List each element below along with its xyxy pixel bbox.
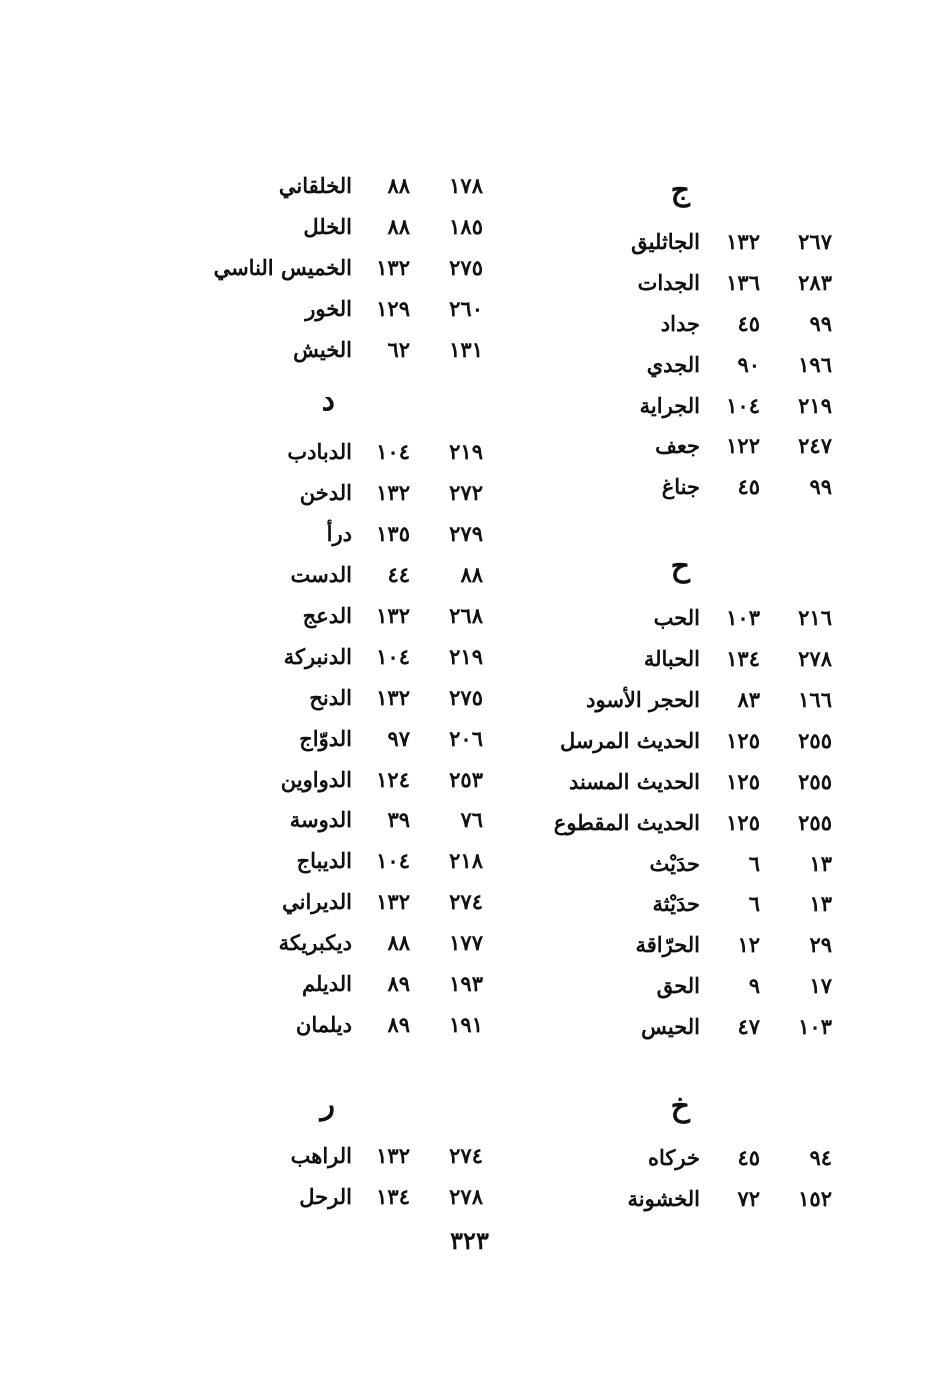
index-entry — [553, 803, 860, 844]
entry-term: جداد — [660, 310, 700, 336]
index-entry — [225, 923, 505, 964]
entry-number: ٢٧٤ — [449, 1142, 483, 1168]
entry-number: ١٠٤ — [376, 848, 410, 874]
index-entry — [225, 678, 505, 719]
entry-term: الحجر الأسود — [586, 687, 700, 713]
entry-number: ١٢٥ — [726, 768, 760, 794]
entry-number: ٦ — [748, 891, 760, 917]
entry-number: ١٢٥ — [726, 727, 760, 753]
entry-number: ١٣٢ — [376, 1142, 410, 1168]
entry-term: الخور — [305, 295, 352, 321]
entry-term: الجاثليق — [631, 229, 700, 254]
entry-number: ٢١٦ — [798, 605, 832, 631]
entry-number: ١٠٤ — [726, 392, 760, 418]
entry-number: ١٢٥ — [726, 809, 760, 835]
entry-number: ١٣٤ — [376, 1183, 410, 1209]
index-entry — [225, 432, 505, 473]
entry-number: ٢٠٦ — [449, 725, 483, 751]
entry-number: ٧٢ — [737, 1185, 760, 1211]
entry-number: ٨٨ — [460, 562, 483, 588]
entry-term: الحديث المسند — [568, 768, 700, 794]
index-entry — [225, 1177, 505, 1218]
entry-term: الخشونة — [627, 1185, 700, 1211]
index-entry — [560, 762, 860, 803]
entry-number: ١٢ — [737, 932, 760, 958]
entry-number: ٢٧٨ — [798, 646, 832, 672]
entry-term: الدست — [290, 562, 352, 588]
entry-number: ١٢٤ — [376, 766, 410, 792]
entry-number: ٩٤ — [809, 1145, 832, 1171]
entry-number: ١٥٢ — [798, 1185, 832, 1211]
section-letter-kha: خ — [670, 1089, 690, 1125]
entry-term: ديكبريكة — [278, 930, 352, 956]
entry-number: ٢٧٤ — [449, 889, 483, 915]
entry-term: الدنح — [309, 684, 352, 710]
section-gap — [225, 1046, 505, 1074]
entry-number: ٢٥٥ — [798, 809, 832, 835]
entry-number: ٩٧ — [387, 725, 410, 751]
entry-term: الديراني — [282, 889, 352, 915]
index-entry — [560, 1179, 860, 1220]
index-entry — [560, 598, 860, 639]
entry-number: ١٠٤ — [376, 439, 410, 465]
entry-term: الحديث المرسل — [559, 727, 700, 753]
section-letter-ha: ح — [670, 549, 690, 585]
index-entry — [560, 721, 860, 762]
entry-term: الخميس الناسي — [213, 254, 352, 280]
entry-number: ٧٦ — [460, 807, 483, 833]
entry-term: الدوّاج — [299, 725, 352, 751]
entry-number: ٩٠ — [737, 351, 760, 377]
entry-term: الخيش — [293, 336, 352, 362]
entry-term: الدوسة — [289, 807, 352, 833]
entry-number: ٤٥ — [737, 474, 760, 500]
entry-number: ١٣٢ — [376, 603, 410, 629]
entry-number: ٨٣ — [737, 687, 760, 713]
entry-term: الخلقاني — [278, 173, 352, 198]
entry-term: حدَيْث — [649, 850, 700, 876]
entry-term: درأ — [326, 521, 352, 547]
entry-term: الحبالة — [643, 646, 700, 672]
section-gap — [560, 1048, 860, 1076]
index-entry — [560, 467, 860, 508]
index-entry — [213, 248, 505, 289]
entry-number: ٢٩ — [809, 932, 832, 958]
index-entry — [560, 925, 860, 966]
entry-number: ١٩٦ — [798, 351, 832, 377]
entry-number: ٤٤ — [387, 562, 410, 588]
entry-number: ١٦٦ — [798, 687, 832, 713]
entry-term: الحديث المقطوع — [553, 809, 700, 835]
index-entry — [560, 426, 860, 467]
entry-term: خركاه — [648, 1145, 700, 1171]
entry-number: ٢٤٧ — [798, 433, 832, 459]
entry-number: ٩ — [748, 973, 760, 999]
entry-number: ٢٦٨ — [449, 603, 483, 629]
index-entry — [225, 166, 505, 207]
entry-number: ١٠٣ — [726, 605, 760, 631]
index-entry — [560, 966, 860, 1007]
index-entry — [225, 760, 505, 801]
entry-term: الدنبركة — [283, 643, 352, 669]
entry-term: جناغ — [661, 474, 700, 500]
index-entry — [225, 719, 505, 760]
entry-number: ٨٩ — [387, 971, 410, 997]
page-number: ٣٢٣ — [450, 1226, 489, 1255]
entry-number: ١٨٥ — [449, 213, 483, 239]
entry-term: الرحل — [299, 1183, 352, 1209]
entry-number: ٢٥٣ — [449, 766, 483, 792]
index-entry — [560, 1007, 860, 1048]
index-entry — [225, 800, 505, 841]
section-letter-dal: د — [321, 383, 335, 419]
entry-number: ١٣ — [809, 891, 832, 917]
section-gap — [560, 508, 860, 536]
entry-number: ٢٦٠ — [449, 295, 483, 321]
index-entry — [560, 680, 860, 721]
index-entry — [560, 386, 860, 427]
index-entry — [560, 844, 860, 885]
entry-number: ١٠٣ — [798, 1014, 832, 1040]
entry-number: ١٢٩ — [376, 295, 410, 321]
index-entry — [225, 330, 505, 371]
entry-number: ٨٩ — [387, 1011, 410, 1037]
entry-number: ٢١٩ — [449, 643, 483, 669]
entry-term: الخلل — [303, 213, 352, 239]
entry-number: ٢٧٨ — [449, 1183, 483, 1209]
index-entry — [560, 345, 860, 386]
index-entry — [560, 222, 860, 263]
entry-number: ١٣٢ — [376, 254, 410, 280]
index-entry — [560, 884, 860, 925]
entry-term: الحب — [653, 605, 700, 631]
entry-number: ٤٥ — [737, 310, 760, 336]
entry-term: حدَيْثة — [652, 891, 700, 917]
entry-number: ١٣٢ — [726, 229, 760, 254]
entry-number: ١٢٢ — [726, 433, 760, 459]
entry-number: ١٣٦ — [726, 269, 760, 295]
entry-term: الجراية — [639, 392, 700, 418]
index-entry — [225, 207, 505, 248]
entry-number: ٢١٩ — [449, 439, 483, 465]
index-entry — [225, 1005, 505, 1046]
index-entry — [560, 639, 860, 680]
section-letter-ra: ر — [320, 1086, 335, 1122]
index-entry — [560, 263, 860, 304]
index-entry — [225, 289, 505, 330]
entry-number: ١٣٢ — [376, 480, 410, 506]
entry-number: ٨٨ — [387, 213, 410, 239]
index-entry — [560, 1138, 860, 1179]
entry-term: الدخن — [299, 480, 352, 506]
entry-number: ١٧٧ — [449, 930, 483, 956]
entry-number: ٢٧٩ — [449, 521, 483, 547]
entry-number: ٢٦٧ — [798, 229, 832, 254]
entry-number: ١٣ — [809, 850, 832, 876]
index-entry — [225, 1136, 505, 1177]
index-entry — [225, 964, 505, 1005]
entry-term: الحق — [656, 973, 700, 999]
entry-number: ٢١٨ — [449, 848, 483, 874]
index-entry — [225, 841, 505, 882]
index-column-right — [553, 160, 860, 1220]
index-entry — [225, 637, 505, 678]
entry-number: ٨٨ — [387, 930, 410, 956]
entry-number: ١٣٢ — [376, 889, 410, 915]
entry-number: ٢٥٥ — [798, 768, 832, 794]
entry-number: ٢٧٥ — [449, 254, 483, 280]
entry-number: ٢١٩ — [798, 392, 832, 418]
index-column-left — [213, 166, 505, 1218]
entry-term: الحرّاقة — [635, 932, 700, 958]
entry-number: ٤٥ — [737, 1145, 760, 1171]
entry-term: الراهب — [290, 1142, 352, 1168]
entry-number: ٩٩ — [809, 474, 832, 500]
index-entry — [560, 304, 860, 345]
entry-term: ديلمان — [295, 1011, 352, 1037]
section-letter-jim: ج — [670, 173, 690, 208]
entry-term: الجدات — [637, 269, 700, 295]
entry-number: ٩٩ — [809, 310, 832, 336]
index-entry — [225, 473, 505, 514]
entry-number: ٨٨ — [387, 173, 410, 198]
entry-number: ١٣١ — [449, 336, 483, 362]
index-entry — [225, 882, 505, 923]
entry-number: ١٠٤ — [376, 643, 410, 669]
entry-number: ٦٢ — [387, 336, 410, 362]
entry-number: ١٣٥ — [376, 521, 410, 547]
entry-number: ١٩١ — [449, 1011, 483, 1037]
entry-term: الحيس — [641, 1014, 700, 1040]
entry-term: جعف — [655, 433, 700, 459]
entry-term: الديباج — [296, 848, 352, 874]
entry-number: ٦ — [748, 850, 760, 876]
entry-number: ١٣٢ — [376, 684, 410, 710]
entry-number: ٣٩ — [387, 807, 410, 833]
entry-number: ٢٨٣ — [798, 269, 832, 295]
entry-number: ٢٧٢ — [449, 480, 483, 506]
entry-term: الديلم — [301, 971, 352, 997]
entry-number: ١٧٨ — [449, 173, 483, 198]
index-entry — [225, 514, 505, 555]
index-entry — [225, 596, 505, 637]
entry-term: الدواوين — [280, 766, 352, 792]
entry-number: ١٩٣ — [449, 971, 483, 997]
entry-number: ٢٥٥ — [798, 727, 832, 753]
index-entry — [225, 555, 505, 596]
entry-number: ١٧ — [809, 973, 832, 999]
entry-number: ٤٧ — [737, 1014, 760, 1040]
entry-term: الجدي — [646, 351, 700, 377]
entry-number: ٢٧٥ — [449, 684, 483, 710]
entry-number: ١٣٤ — [726, 646, 760, 672]
entry-term: الدعج — [302, 603, 352, 629]
entry-term: الدبادب — [287, 439, 352, 465]
